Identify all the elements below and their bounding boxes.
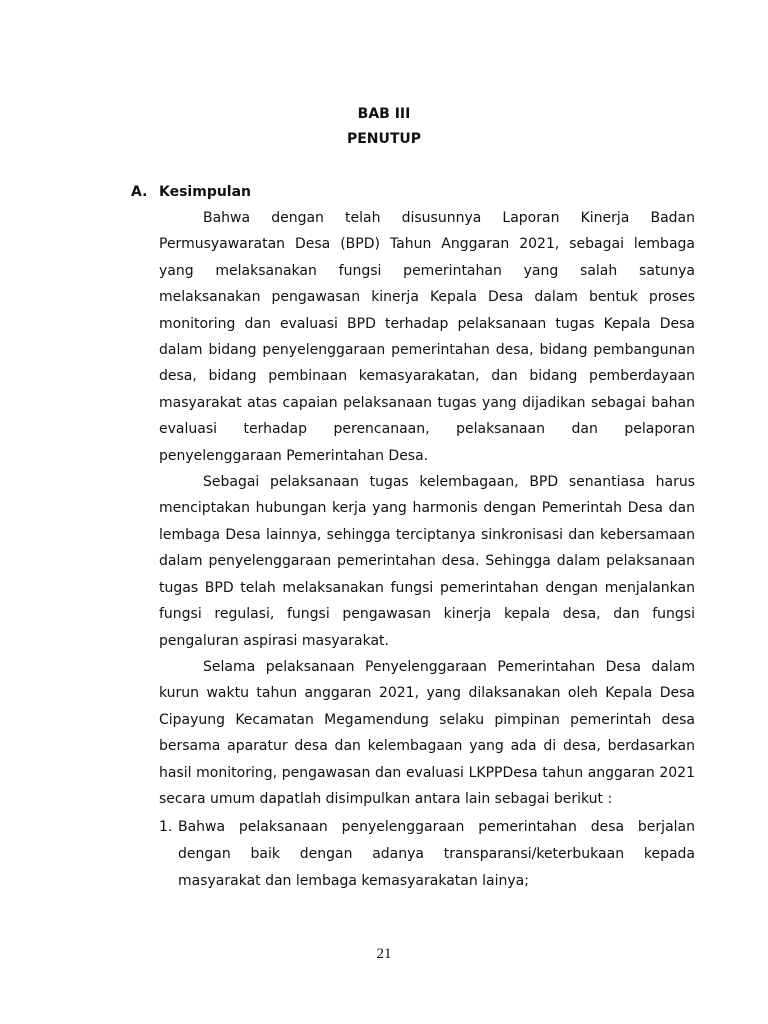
paragraph: Selama pelaksanaan Penyelenggaraan Pemerintahan Desa dalam kurun waktu tahun anggaran 2021, yang dilaksanakan oleh Kepala Desa Cipayung Kecamatan Megamendung selaku pimpinan pemerintah desa bersama aparatur desa dan kelembagaan yang ada di desa, berdasarkan hasil monitoring, pengawasan dan evaluasi LKPPDesa tahun anggaran 2021 secara umum dapatlah disimpulkan antara lain sebagai berikut : [159,658,695,807]
section-title: Kesimpulan [159,184,252,200]
conclusion-list [159,814,695,895]
section-heading [131,182,251,202]
list-item-number: 1. [159,819,173,835]
paragraph: Bahwa dengan telah disusunnya Laporan Kinerja Badan Permusyawaratan Desa (BPD) Tahun Anggaran 2021, sebagai lembaga yang melaksanakan fungsi pemerintahan yang salah satunya melaksanakan pengawasan kinerja Kepala Desa dalam bentuk proses monitoring dan evaluasi BPD terhadap pelaksanaan tugas Kepala Desa dalam bidang penyelenggaraan pemerintahan desa, bidang pembangunan desa, bidang pembinaan kemasyarakatan, dan bidang pemberdayaan masyarakat atas capaian pelaksanaan tugas yang dijadikan sebagai bahan evaluasi terhadap perencanaan, pelaksanaan dan pelaporan penyelenggaraan Pemerintahan Desa. [159,210,695,464]
chapter-title: PENUTUP [346,131,422,147]
list-item-text: Bahwa pelaksanaan penyelenggaraan pemerintahan desa berjalan dengan baik dengan adanya transparansi/keterbukaan kepada masyarakat dan lembaga kemasyarakatan lainya; [178,819,695,889]
section-letter: A. [131,184,148,200]
paragraph: Sebagai pelaksanaan tugas kelembagaan, BPD senantiasa harus menciptakan hubungan kerja yang harmonis dengan Pemerintah Desa dan lembaga Desa lainnya, sehingga terciptanya sinkronisasi dan kebersamaan dalam penyelenggaraan pemerintahan desa. Sehingga dalam pelaksanaan tugas BPD telah melaksanakan fungsi pemerintahan dengan menjalankan fungsi regulasi, fungsi pengawasan kinerja kepala desa, dan fungsi pengaluran aspirasi masyarakat. [159,474,695,649]
chapter-number: BAB III [357,106,411,122]
page-number: 21 [376,946,392,962]
body-text [159,205,695,812]
list-item [159,814,695,895]
